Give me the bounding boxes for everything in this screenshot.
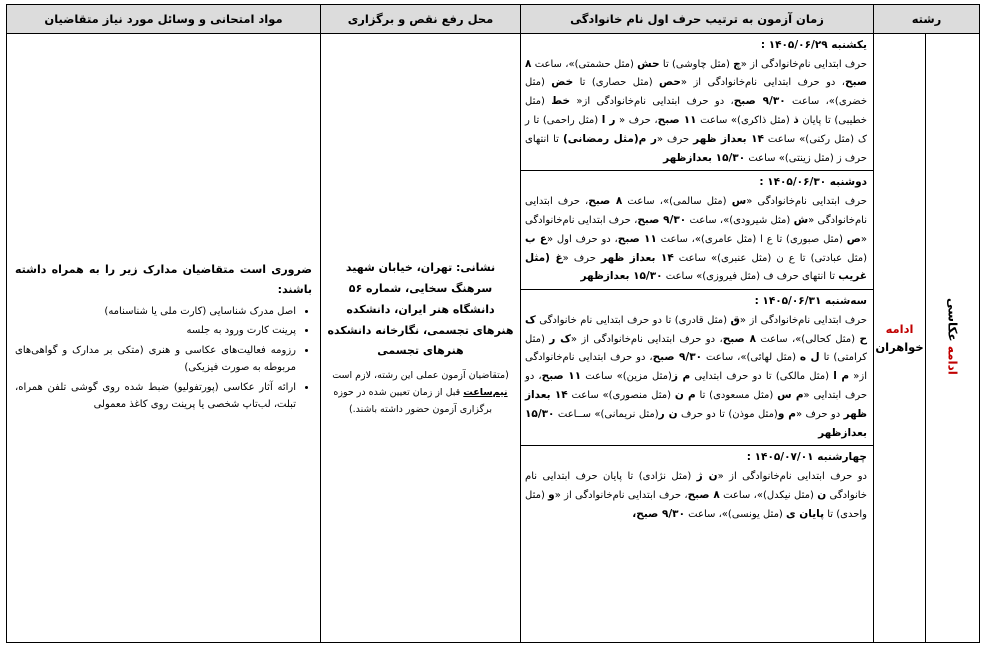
text-run: (مثل قادری) تا دو حرف ابتدایی نام خانوادگی: [535, 314, 731, 326]
text-run: (مثل لهائی)»، ساعت: [702, 352, 800, 364]
text-run: م ز: [671, 370, 691, 383]
text-run: (مثل ذاکری)» ساعت: [696, 115, 794, 127]
text-run: غ (مثل غریب: [525, 251, 867, 283]
text-run: ک ح: [525, 313, 868, 345]
text-run: (مثل نریمانی)» ســاعت: [554, 408, 659, 420]
gender-cell: [874, 34, 926, 643]
text-run: (مثل واحدی) تا: [525, 489, 867, 520]
text-run: دو حرف ابتدایی نام‌خانوادگی از «: [717, 471, 867, 483]
text-run: م ن: [674, 389, 696, 402]
gender-name: خواهران: [875, 340, 924, 354]
text-run: (مثل کحالی)»، ساعت: [755, 333, 860, 345]
text-run: (مثل مزین)» ساعت: [581, 371, 672, 383]
text-run: ۸ صبح: [687, 488, 720, 501]
text-run: (مثل حشمتی)»، ساعت: [531, 58, 638, 70]
text-run: ، حرف «: [615, 115, 658, 127]
text-run: ۸ صبح: [525, 57, 868, 89]
text-run: خض: [551, 76, 574, 89]
text-run: حش: [637, 57, 660, 70]
field-prefix: ادامه: [945, 345, 960, 375]
text-run: (مثل صبوری) تا ع ا (مثل عامری)»، ساعت: [656, 233, 847, 245]
text-run: حص: [659, 76, 681, 89]
text-run: ۱۴ بعداز ظهر: [693, 132, 764, 145]
field-label: [946, 298, 960, 375]
list-item: • پرینت کارت ورود به جلسه: [15, 322, 296, 340]
text-run: ن ژ: [696, 470, 718, 483]
text-run: ن ر: [658, 407, 678, 420]
text-run: (مثل خضری)»، ساعت: [525, 77, 868, 108]
text-run: ۹/۳۰ صبح: [637, 213, 687, 226]
exam-day-title: سه‌شنبه ۱۴۰۵/۰۶/۳۱ :: [754, 295, 867, 308]
text-run: حرف «: [656, 133, 694, 145]
header-items: مواد امتحانی و وسائل مورد نیاز متقاضیان: [7, 5, 321, 34]
time-cell: [521, 34, 874, 643]
text-run: ک ر: [549, 332, 571, 345]
text-run: ش: [793, 213, 809, 226]
list-item: • رزومه فعالیت‌های عکاسی و هنری (متکی بر مدارک و گواهی‌های مربوطه به صورت فیزیکی): [15, 342, 296, 377]
place-address: نشانی: تهران، خیابان شهید سرهنگ سخایی، شماره ۵۶ دانشگاه هنر ایران، دانشکده هنرهای تجسمی، نگارخانه دانشکده هنرهای تجسمی: [327, 260, 514, 358]
header-time: زمان آزمون به ترتیب حرف اول نام خانوادگی: [521, 5, 874, 34]
text-run: ر م: [638, 132, 657, 145]
text-run: س: [731, 195, 747, 208]
text-run: (مثل کرامتی) تا: [525, 333, 868, 364]
text-run: تا انتهای حرف ف (مثل فیروزی)» ساعت: [662, 271, 839, 283]
exam-schedule-table: [6, 4, 980, 643]
field-cell: [926, 34, 980, 643]
header-field: رشته: [874, 5, 980, 34]
exam-day-block: [521, 34, 873, 171]
text-run: ۱۱ صبح: [657, 114, 697, 127]
exam-day-block: [521, 171, 873, 290]
text-run: ، دو حرف ابتدایی نام‌خانوادگی از«: [525, 352, 867, 383]
text-run: پایان ی: [786, 507, 825, 520]
exam-day-text: [525, 311, 867, 443]
place-note-highlight: نیم‌ساعت: [463, 386, 508, 398]
text-run: و: [548, 488, 555, 501]
items-cell: [7, 34, 321, 643]
exam-day-title: یکشنبه ۱۴۰۵/۰۶/۲۹ :: [760, 39, 867, 51]
text-run: (مثل موذن) تا دو حرف: [677, 408, 778, 420]
exam-day-block: [521, 290, 873, 446]
text-run: (مثل حصاری) تا: [573, 77, 660, 89]
text-run: ۹/۳۰ صبح،: [632, 507, 685, 520]
text-run: (مثل راحمی) تا ر ک (مثل رکنی)» ساعت: [525, 115, 867, 145]
text-run: ، دو حرف اول «: [547, 233, 618, 245]
text-run: (مثل منصوری)» ساعت: [567, 390, 675, 402]
text-run: (مثل سالمی)»، ساعت: [622, 196, 732, 208]
text-run: (مثل مالکی) تا دو حرف ابتدایی: [690, 371, 834, 383]
field-name: عکاسی: [945, 297, 960, 342]
text-run: حرف ابتدایی نام‌خانوادگی از «: [739, 314, 867, 326]
header-place: محل رفع نقص و برگزاری: [321, 5, 521, 34]
text-run: (مثل رمضانی): [562, 132, 639, 145]
exam-day-title: چهارشنبه ۱۴۰۵/۰۷/۰۱ :: [746, 451, 867, 464]
text-run: ، دو حرف ابتدایی نام‌خانوادگی از «: [570, 333, 723, 345]
exam-day-text: [525, 55, 867, 168]
text-run: ۱۱ صبح: [617, 232, 657, 245]
text-run: ، حرف ابتدایی نام‌خانوادگی «: [525, 214, 867, 245]
text-run: تا انتهای حرف ز (مثل زینتی)» ساعت: [525, 133, 867, 164]
text-run: م ا: [833, 370, 850, 383]
text-run: ، حرف ابتدایی نام‌خانوادگی از «: [554, 489, 688, 501]
text-run: ، حرف ابتدایی نام‌خانوادگی «: [525, 196, 868, 226]
exam-day-text: [525, 467, 867, 523]
text-run: (مثل خطیبی) تا پایان: [525, 96, 867, 127]
text-run: ۱۵/۳۰ بعدازظهر: [663, 151, 746, 164]
text-run: ۱۵/۳۰ بعدازظهر: [580, 270, 663, 283]
place-cell: [321, 34, 521, 643]
schedule-row: [7, 34, 980, 643]
list-item: • اصل مدرک شناسایی (کارت ملی یا شناسنامه): [15, 303, 296, 321]
items-list: [15, 303, 312, 414]
exam-day-text: [525, 192, 867, 286]
text-run: حرف ابتدایی نام‌خانوادگی از «: [740, 58, 867, 70]
text-run: (مثل نیکدل)»، ساعت: [719, 489, 818, 501]
header-row: [7, 5, 980, 34]
gender-prefix: ادامه: [885, 321, 914, 336]
text-run: حرف ابتدایی نام‌خانوادگی «: [746, 196, 867, 208]
text-run: م س: [777, 389, 804, 402]
text-run: ، دو حرف ابتدایی نام‌خانوادگی از «: [680, 77, 846, 89]
exam-day-title: دوشنبه ۱۴۰۵/۰۶/۳۰ :: [759, 176, 867, 189]
text-run: ۹/۳۰ صبح: [733, 95, 786, 108]
exam-days-list: [521, 34, 873, 642]
text-run: چ: [733, 57, 741, 70]
text-run: (مثل نژادی) تا پایان حرف ابتدایی نام خانوادگی: [525, 471, 867, 501]
text-run: ۸ صبح: [588, 195, 623, 208]
text-run: (مثل عبادتی) تا ع ن (مثل عنبری)» ساعت: [673, 252, 867, 264]
text-run: ۸ صبح: [722, 332, 756, 345]
list-item: • ارائه آثار عکاسی (پورتفولیو) ضبط شده روی گوشی تلفن همراه، تبلت، لب‌تاپ شخصی یا پرینت روی کاغذ معمولی: [15, 379, 296, 414]
text-run: ۱۴ بعداز ظهر: [600, 251, 674, 264]
text-run: ذ: [793, 114, 799, 127]
text-run: ص: [846, 232, 861, 245]
place-note-after: قبل از زمان تعیین شده در حوزه برگزاری آزمون حضور داشته باشند.): [333, 386, 493, 415]
exam-day-block: [521, 446, 873, 526]
text-run: ل ه: [799, 351, 820, 364]
text-run: ق: [730, 313, 740, 326]
text-run: (مثل شیرودی)»، ساعت: [686, 214, 794, 226]
text-run: ، دو حرف ابتدایی نام‌خانوادگی از«: [570, 96, 734, 108]
text-run: (مثل مسعودی) تا: [695, 390, 778, 402]
text-run: حرف «: [562, 252, 601, 264]
text-run: خط: [551, 95, 571, 108]
text-run: ۱۱ صبح: [541, 370, 582, 383]
text-run: ۱۴ بعداز ظهر: [525, 389, 867, 420]
text-run: دو حرف «: [795, 408, 844, 420]
place-note: [327, 368, 514, 418]
text-run: ع ب: [525, 232, 547, 245]
text-run: ۱۵/۳۰ بعدازظهر: [525, 407, 867, 439]
text-run: ، دو حرف ابتدایی «: [525, 371, 868, 402]
text-run: ن: [817, 488, 827, 501]
text-run: ر ا: [601, 114, 616, 127]
text-run: (مثل یونسی)»، ساعت: [685, 508, 787, 520]
text-run: ۹/۳۰ صبح: [652, 351, 703, 364]
text-run: م و: [777, 407, 796, 420]
text-run: (مثل چاوشی) تا: [659, 58, 734, 70]
items-intro: ضروری است متقاضیان مدارک زیر را به همراه داشته باشند:: [15, 263, 312, 296]
place-note-before: (متقاضیان آزمون عملی این رشته، لازم است: [332, 370, 509, 382]
